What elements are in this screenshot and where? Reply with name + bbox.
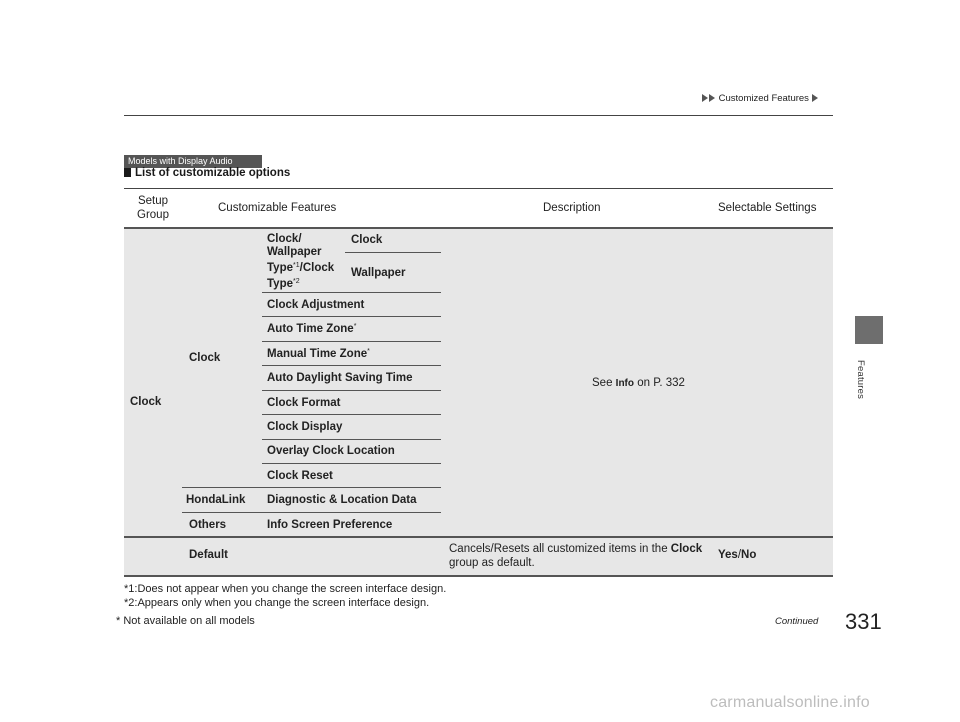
table-bottom-rule	[124, 575, 833, 577]
group-clock: Clock	[130, 396, 162, 408]
availability-star: *	[367, 348, 370, 355]
feature-overlay-clock-location: Overlay Clock Location	[267, 445, 395, 457]
breadcrumb-label: Customized Features	[718, 93, 809, 104]
feature-clock-reset: Clock Reset	[267, 470, 333, 482]
feature-clock-format: Clock Format	[267, 397, 341, 409]
continued-label: Continued	[775, 616, 819, 627]
cwt-line1: Clock/	[267, 233, 302, 245]
feature-auto-time-zone	[267, 323, 356, 335]
column-header-line: Setup	[137, 195, 169, 207]
default-description	[449, 542, 709, 570]
feature-wallpaper: Wallpaper	[351, 267, 406, 279]
column-header-description: Description	[543, 202, 601, 214]
feature-clock: Clock	[351, 234, 383, 246]
section-title	[124, 167, 290, 179]
row-divider	[262, 292, 441, 293]
default-desc-bold: Clock	[670, 543, 703, 555]
setting-no: No	[741, 549, 757, 561]
column-header-line: Group	[137, 209, 169, 221]
manual-time-zone-text: Manual Time Zone	[267, 348, 368, 360]
square-bullet-icon	[124, 168, 131, 177]
subgroup-hondalink: HondaLink	[186, 494, 246, 506]
footnote-ref-2: *2	[293, 278, 300, 285]
table-header-rule	[124, 188, 833, 189]
row-divider	[262, 316, 441, 317]
footnote-1: *1:Does not appear when you change the screen interface design.	[124, 583, 447, 595]
default-desc-1: Cancels/Resets all customized items in the	[449, 543, 668, 555]
cwt-type2: Type	[267, 278, 293, 290]
see-reference	[592, 377, 685, 389]
feature-info-screen-pref: Info Screen Preference	[267, 519, 393, 531]
table-top-rule	[124, 227, 833, 229]
column-header-settings: Selectable Settings	[718, 202, 817, 214]
breadcrumb	[702, 93, 819, 104]
section-tab-marker	[855, 316, 883, 344]
default-label: Default	[189, 549, 228, 561]
cwt-line2: Wallpaper	[267, 246, 322, 258]
default-settings	[718, 549, 756, 561]
default-desc-2: group as default.	[449, 557, 535, 569]
model-badge: Models with Display Audio	[124, 155, 262, 168]
feature-diagnostic: Diagnostic & Location Data	[267, 494, 417, 506]
subgroup-clock: Clock	[189, 352, 221, 364]
auto-time-zone-text: Auto Time Zone	[267, 323, 354, 335]
page-ref: on P. 332	[637, 377, 685, 389]
triangle-right-icon	[709, 94, 715, 102]
row-divider	[262, 439, 441, 440]
row-divider	[262, 390, 441, 391]
row-divider	[262, 341, 441, 342]
default-row-rule	[124, 536, 833, 538]
setting-slash: /	[737, 549, 742, 561]
header-rule	[124, 115, 833, 116]
row-divider	[262, 365, 441, 366]
footnote-2: *2:Appears only when you change the screen interface design.	[124, 597, 430, 609]
side-tab-label: Features	[855, 360, 866, 400]
availability-note: * Not available on all models	[116, 615, 255, 627]
footnote-ref-1: *1	[293, 262, 300, 269]
triangle-right-icon	[812, 94, 818, 102]
feature-auto-daylight: Auto Daylight Saving Time	[267, 372, 413, 384]
cwt-type: Type	[267, 262, 293, 274]
row-divider	[345, 252, 441, 253]
cwt-line3	[267, 259, 334, 275]
row-divider	[262, 414, 441, 415]
see-text: See	[592, 377, 613, 389]
setting-yes: Yes	[718, 549, 738, 561]
page-number: 331	[845, 609, 882, 634]
row-divider	[262, 463, 441, 464]
info-link[interactable]: Info	[615, 378, 634, 389]
row-divider	[182, 512, 441, 513]
subgroup-others: Others	[189, 519, 227, 531]
section-title-text: List of customizable options	[135, 167, 291, 179]
clock-wallpaper-type	[267, 233, 334, 291]
table-body	[124, 227, 833, 576]
row-divider	[182, 487, 441, 488]
feature-manual-time-zone	[267, 348, 370, 360]
availability-star: *	[353, 323, 357, 330]
column-header-features: Customizable Features	[218, 202, 337, 214]
triangle-right-icon	[702, 94, 708, 102]
column-header-setup-group	[124, 194, 182, 222]
feature-clock-display: Clock Display	[267, 421, 343, 433]
cwt-line4	[267, 275, 334, 291]
watermark-text: carmanualsonline.info	[710, 694, 870, 711]
feature-clock-adjustment: Clock Adjustment	[267, 299, 365, 311]
cwt-clock: /Clock	[299, 262, 335, 274]
